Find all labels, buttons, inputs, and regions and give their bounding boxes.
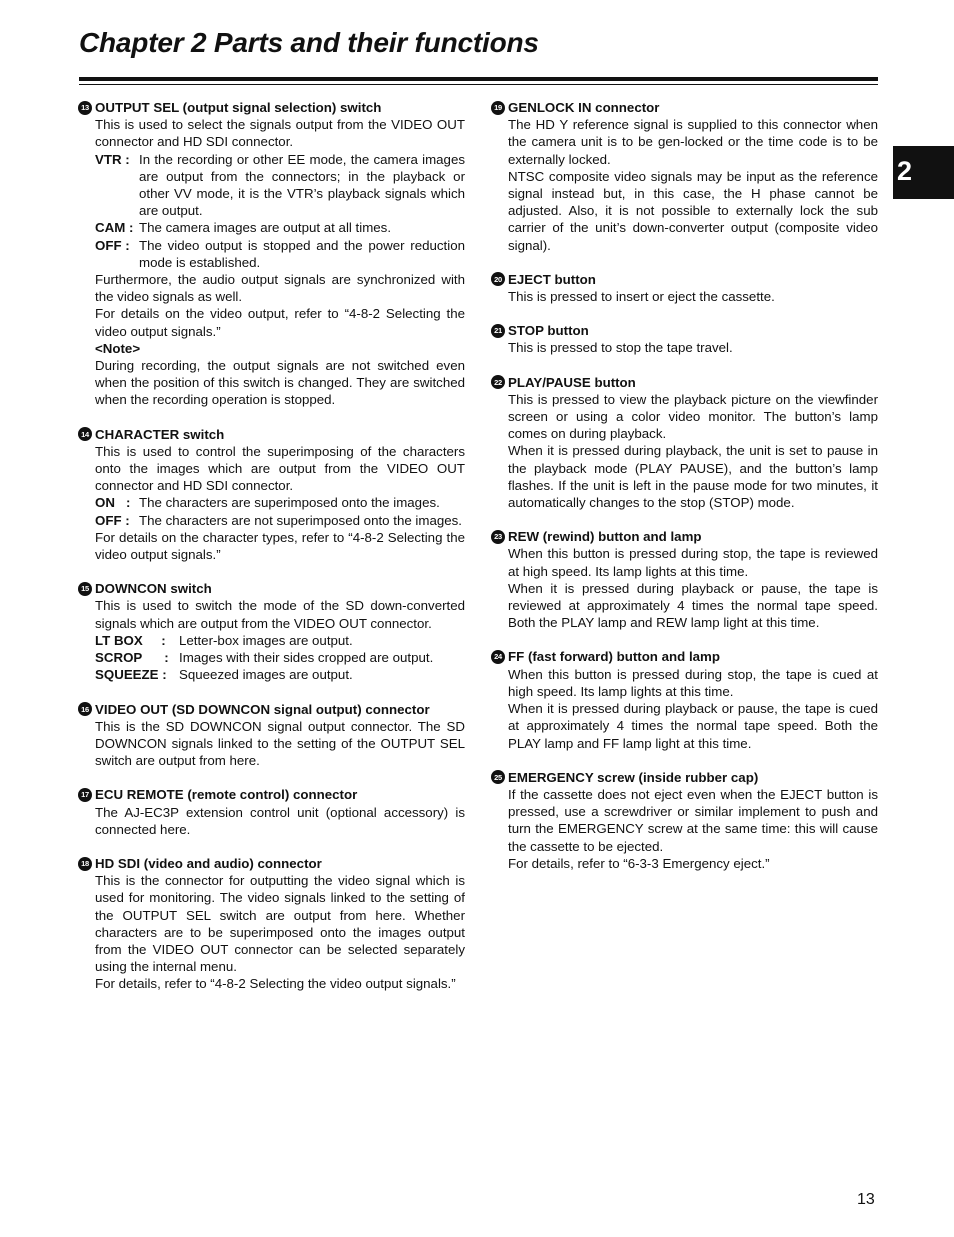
paragraph: This is used to control the superimposing of the characters onto the images which are output from the VIDEO OUT connector and HD SDI connector.: [95, 443, 465, 494]
paragraph: For details, refer to “6-3-3 Emergency eject.”: [508, 855, 770, 871]
section-heading: [491, 528, 878, 545]
setting-row: [95, 649, 465, 666]
section-eject-button: [491, 271, 878, 305]
item-number-badge: 13: [78, 101, 92, 115]
setting-value: The characters are not superimposed onto the images.: [139, 512, 462, 528]
header-rule-thin: [79, 84, 878, 85]
paragraph: For details on the character types, refer to “4-8-2 Selecting the video output signals.”: [95, 529, 465, 563]
section-heading: [491, 99, 878, 116]
setting-value: The video output is stopped and the power reduction mode is established.: [139, 237, 465, 270]
item-number-badge: 25: [491, 770, 505, 784]
paragraph: This is the connector for outputting the video signal which is used for monitoring. The video signals linked to the setting of the OUTPUT SEL switch are output from here. Whether characters are to be superimposed onto the images output from the VIDEO OUT connector can be selected separately using the internal menu.: [95, 873, 465, 975]
section-title: REW (rewind) button and lamp: [508, 529, 702, 545]
setting-key: OFF :: [95, 237, 130, 253]
section-title: VIDEO OUT (SD DOWNCON signal output) connector: [95, 701, 430, 717]
paragraph: If the cassette does not eject even when the EJECT button is pressed, use a screwdriver or similar implement to push and turn the EMERGENCY screw at the same time: this will cause the cassette to be ejected.: [508, 786, 878, 854]
item-number-badge: 16: [78, 702, 92, 716]
paragraph: This is the SD DOWNCON signal output connector. The SD DOWNCON signals linked to the setting of the OUTPUT SEL switch are output from here.: [95, 718, 465, 769]
section-ecu-remote: [78, 786, 465, 838]
section-stop-button: [491, 322, 878, 356]
paragraph: This is pressed to insert or eject the cassette.: [508, 289, 775, 305]
paragraph: This is pressed to stop the tape travel.: [508, 340, 733, 356]
item-number-badge: 17: [78, 788, 92, 802]
section-heading: [78, 426, 465, 443]
section-heading: [78, 786, 465, 803]
section-heading: [491, 769, 878, 786]
left-column: [78, 99, 465, 1010]
item-number-badge: 23: [491, 530, 505, 544]
section-heading: [78, 855, 465, 872]
paragraph: For details on the video output, refer to “4-8-2 Selecting the video output signals.”: [95, 306, 465, 339]
paragraph: Furthermore, the audio output signals are synchronized with the video signals as well.: [95, 272, 465, 305]
setting-key: ON :: [95, 495, 131, 511]
item-number-badge: 18: [78, 857, 92, 871]
page-title: Chapter 2 Parts and their functions: [79, 27, 539, 58]
section-heading: [491, 322, 878, 339]
section-title: CHARACTER switch: [95, 426, 225, 442]
section-genlock-in: [491, 99, 878, 254]
setting-value: The characters are superimposed onto the images.: [139, 495, 440, 511]
section-title: ECU REMOTE (remote control) connector: [95, 787, 358, 803]
setting-row: [95, 237, 465, 271]
paragraph: NTSC composite video signals may be input as the reference signal instead but, in this case, the H phase cannot be adjusted. Also, it is not possible to externally lock the sub carrier of the unit’s down-converter output (composite video signal).: [508, 168, 878, 253]
section-hd-sdi: [78, 855, 465, 993]
section-heading: [491, 648, 878, 665]
section-title: PLAY/PAUSE button: [508, 374, 636, 390]
item-number-badge: 14: [78, 427, 92, 441]
item-number-badge: 22: [491, 375, 505, 389]
section-emergency-screw: [491, 769, 878, 872]
paragraph: This is used to select the signals output from the VIDEO OUT connector and HD SDI connector.: [95, 117, 465, 150]
header-rule: [79, 77, 878, 81]
section-play-pause-button: [491, 374, 878, 512]
setting-value: Squeezed images are output.: [179, 667, 353, 683]
section-title: EMERGENCY screw (inside rubber cap): [508, 769, 759, 785]
setting-value: In the recording or other EE mode, the camera images are output from the connectors; in the playback or other VV mode, it is the VTR’s playback signals which are output.: [139, 151, 465, 219]
paragraph: When this button is pressed during stop, the tape is reviewed at high speed. Its lamp lights at this time.: [508, 546, 878, 579]
paragraph: When it is pressed during playback or pause, the tape is reviewed at approximately 4 times the normal tape speed. Both the PLAY lamp and REW lamp light at this time.: [508, 580, 878, 631]
section-title: STOP button: [508, 323, 589, 339]
section-heading: [78, 701, 465, 718]
setting-key: LT BOX :: [95, 632, 166, 648]
setting-value: The camera images are output at all times.: [139, 220, 392, 236]
setting-value: Letter-box images are output.: [179, 632, 353, 648]
paragraph: This is pressed to view the playback picture on the viewfinder screen or using a color video monitor. The button’s lamp comes on during playback.: [508, 391, 878, 442]
note-text: During recording, the output signals are not switched even when the position of this switch is changed. They are switched when the recording operation is stopped.: [95, 358, 465, 408]
section-title: FF (fast forward) button and lamp: [508, 649, 720, 665]
section-video-out: [78, 701, 465, 770]
section-ff-button: [491, 648, 878, 751]
section-title: HD SDI (video and audio) connector: [95, 855, 322, 871]
section-heading: [491, 374, 878, 391]
section-title: DOWNCON switch: [95, 581, 212, 597]
section-downcon: [78, 580, 465, 683]
page-number: 13: [857, 1191, 875, 1208]
section-heading: [78, 99, 465, 116]
setting-row: [95, 632, 465, 649]
section-character: [78, 426, 465, 564]
item-number-badge: 20: [491, 272, 505, 286]
setting-row: [95, 219, 465, 236]
note-label: <Note>: [95, 340, 141, 356]
paragraph: When it is pressed during playback or pause, the tape is cued at approximately 4 times the normal tape speed. Both the PLAY lamp and FF lamp light at this time.: [508, 701, 878, 751]
setting-key: CAM :: [95, 220, 134, 236]
paragraph: For details, refer to “4-8-2 Selecting the video output signals.”: [95, 976, 456, 992]
item-number-badge: 15: [78, 582, 92, 596]
setting-key: SCROP :: [95, 650, 169, 666]
item-number-badge: 21: [491, 324, 505, 338]
setting-row: [95, 512, 465, 529]
setting-key: SQUEEZE :: [95, 667, 167, 683]
paragraph: When this button is pressed during stop, the tape is cued at high speed. Its lamp lights at this time.: [508, 666, 878, 699]
setting-value: Images with their sides cropped are output.: [179, 650, 434, 666]
item-number-badge: 24: [491, 650, 505, 664]
right-column: [491, 99, 878, 889]
setting-row: [95, 666, 465, 683]
section-heading: [491, 271, 878, 288]
item-number-badge: 19: [491, 101, 505, 115]
setting-row: [95, 494, 465, 511]
paragraph: When it is pressed during playback, the unit is set to pause in the playback mode (PLAY PAUSE), and the button’s lamp flashes. If the unit is left in the pause mode for two minutes, it automatically changes to the stop (STOP) mode.: [508, 443, 878, 511]
section-title: GENLOCK IN connector: [508, 100, 660, 115]
setting-row: [95, 151, 465, 220]
paragraph: The HD Y reference signal is supplied to this connector when the camera unit is to be gen-locked or the time code is to be externally locked.: [508, 117, 878, 167]
section-title: OUTPUT SEL (output signal selection) switch: [95, 100, 382, 115]
paragraph: The AJ-EC3P extension control unit (optional accessory) is connected here.: [95, 804, 465, 837]
section-rew-button: [491, 528, 878, 631]
section-output-sel: [78, 99, 465, 409]
setting-key: VTR :: [95, 151, 130, 167]
paragraph: This is used to switch the mode of the SD down-converted signals which are output from the VIDEO OUT connector.: [95, 598, 465, 631]
section-heading: [78, 580, 465, 597]
setting-key: OFF :: [95, 512, 130, 528]
section-title: EJECT button: [508, 271, 596, 287]
chapter-tab: 2: [893, 146, 954, 199]
